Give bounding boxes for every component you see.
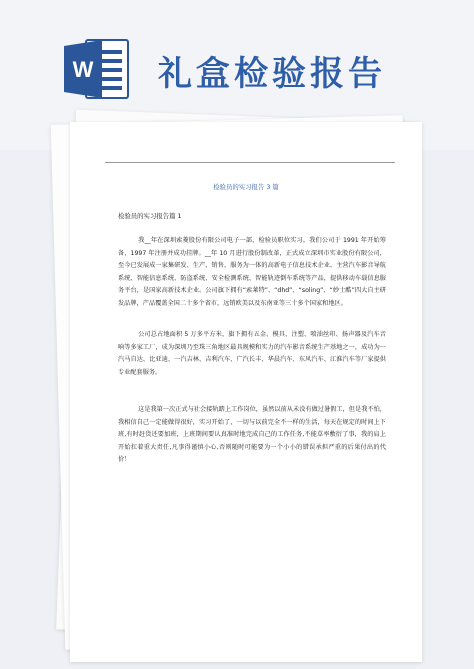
svg-text:W: W <box>72 57 94 82</box>
paragraph-text: 我__年在深圳索菱股份有限公司电子一部，检验员职位实习。我们公司于 1991 年开始筹备，1997 年注册并成功挂牌。__年 10 月进行股份制改革，正式成立深圳市实业股份有限公司，至今已发展成一家集研发、生产、销售、服务为一体的高新电子信息技术企业。主营汽车影音导航系统、智能信息系统、防盗系统、安全检测系统、智能轨迹倒车系统等产品，提供移动车载信息服务平台，是国家高新技术企业。公司旗下拥有“索莱特”、“dhd”、“soling”、“妙士酷”四大自主研发品牌，产品覆盖全国二十多个省市，远销欧美以及东南亚等三十多个国家和地区。 <box>118 237 386 307</box>
word-icon <box>64 36 132 102</box>
section-title: 检验员的实习报告篇 1 <box>118 212 182 220</box>
paragraph-text: 这是我第一次正式与社会接轨踏上工作岗位，虽然以前从未没有做过暑假工，但是我不怕，我相信自己一定能做得很好，实习开始了，一切与以前完全不一样的生活，每天在规定的时间上下班,有时赶货还要加班，上班期间要认真准时地完成自己的工作任务,不能草率敷衍了事，我的肩上开始扛着重大责任,凡事得谨慎小心,否则随时可能要为一个小小的错误承担严重的后果付出的代价！ <box>118 406 386 463</box>
paragraph <box>118 329 386 379</box>
header-rule <box>105 162 395 163</box>
banner-title: 礼盒检验报告 <box>158 54 386 94</box>
document-preview <box>48 122 428 662</box>
document-header-title: 检验员的实习报告 3 篇 <box>213 183 279 191</box>
paragraph <box>118 404 386 467</box>
paragraph <box>118 235 386 310</box>
document-page <box>70 122 422 662</box>
paragraph-text: 公司总占地面积 5 万多平方米，旗下拥有五金、模具、注塑、喷油丝印、扬声器及汽车音响等多家工厂，成为深圳乃至珠三角地区最具规模和实力的汽车影音系统生产基地之一，成功为一汽马自达、比亚迪、一汽吉林、吉利汽车、广汽长丰、华晨汽车、东风汽车、江淮汽车等厂家提供专业配套服务。 <box>118 331 386 376</box>
